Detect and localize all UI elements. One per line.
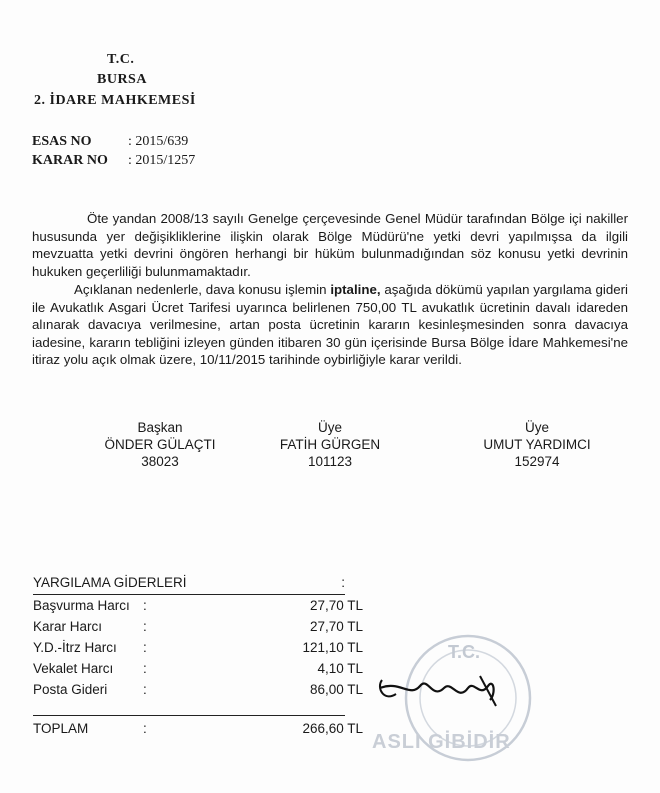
signature-member-1 xyxy=(250,419,410,470)
expense-amount: 27,70 TL xyxy=(309,598,363,613)
signature-member-2 xyxy=(462,419,612,470)
expense-row xyxy=(33,661,363,681)
expense-label: Posta Gideri xyxy=(33,682,108,697)
expense-colon: : xyxy=(143,682,147,697)
total-colon: : xyxy=(143,721,147,736)
expense-amount: 27,70 TL xyxy=(309,619,363,634)
stamp-top-text: T.C. xyxy=(448,642,481,662)
expense-colon: : xyxy=(143,661,147,676)
esas-value: : 2015/639 xyxy=(128,134,189,149)
signature-number: 152974 xyxy=(514,454,560,469)
expenses-title-colon: : xyxy=(341,575,345,590)
total-amount: 266,60 TL xyxy=(302,721,363,736)
expense-row xyxy=(33,640,363,660)
karar-no xyxy=(32,153,195,169)
signature-role: Üye xyxy=(524,420,549,435)
expense-row xyxy=(33,598,363,618)
expenses-title: YARGILAMA GİDERLERİ xyxy=(33,575,187,590)
expense-colon: : xyxy=(143,598,147,613)
signature-name: FATİH GÜRGEN xyxy=(279,437,381,452)
signature-number: 38023 xyxy=(141,454,179,469)
expenses-title-row xyxy=(33,575,363,595)
expenses-total-rule xyxy=(33,715,345,716)
signature-name: ÖNDER GÜLAÇTI xyxy=(104,437,216,452)
expense-label: Y.D.-İtrz Harcı xyxy=(33,640,117,655)
paragraph-2 xyxy=(32,281,628,369)
expense-colon: : xyxy=(143,640,147,655)
expense-label: Başvurma Harcı xyxy=(33,598,130,613)
body-paragraphs xyxy=(32,210,628,369)
paragraph-1: Öte yandan 2008/13 sayılı Genelge çerçevesinde Genel Müdür tarafından Bölge içi nakiller hususunda yer değişikliklerine ilişkin olarak Bölge Müdürü'ne yetki devri yapılmışsa da ilgili mevzuatta yetki devrini öngören herhangi bir hüküm bulunmadığından söz konusu yetki devrinin hukuken geçerliliği bulunmamaktadır. xyxy=(32,211,628,279)
expense-colon: : xyxy=(143,619,147,634)
header-court: 2. İDARE MAHKEMESİ xyxy=(34,93,196,108)
total-label: TOPLAM xyxy=(33,721,89,736)
signature-name: UMUT YARDIMCI xyxy=(483,437,591,452)
header-tc: T.C. xyxy=(107,52,135,67)
expenses-title-underline xyxy=(33,594,345,595)
expense-label: Karar Harcı xyxy=(33,619,103,634)
karar-label: KARAR NO xyxy=(32,153,108,168)
header-city: BURSA xyxy=(97,72,147,87)
stamp-bottom-text: ASLI GİBİDİR xyxy=(372,731,511,753)
expenses-total-row xyxy=(33,721,363,741)
expense-label: Vekalet Harcı xyxy=(33,661,114,676)
paragraph-2-end: aşağıda dökümü yapılan yargılama gideri ile Avukatlık Asgari Ücret Tarifesi uyarınca belirlenen 750,00 TL avukatlık ücretinin davalı idareden alınarak davacıya verilmesine, artan posta ücretinin kararın kesinleşmesinden sonra davacıya iadesine, kararın tebliğini izleyen günden itibaren 30 gün içerisinde Bursa Bölge İdare Mahkemesi'ne itiraz yolu açık olmak üzere, 10/11/2015 tarihinde oybirliğiyle karar verildi. xyxy=(32,282,628,367)
expense-amount: 121,10 TL xyxy=(302,640,363,655)
signature-number: 101123 xyxy=(307,454,353,469)
karar-value: : 2015/1257 xyxy=(128,153,196,168)
expense-amount: 86,00 TL xyxy=(309,682,363,697)
paragraph-2-start: Açıklanan nedenlerle, dava konusu işlemin xyxy=(74,282,327,297)
signature-role: Başkan xyxy=(137,420,183,435)
paragraph-2-bold: iptaline, xyxy=(330,282,381,297)
expenses-table xyxy=(33,575,363,745)
esas-label: ESAS NO xyxy=(32,134,92,149)
official-stamp xyxy=(370,628,540,778)
signature-president xyxy=(80,419,240,470)
expense-amount: 4,10 TL xyxy=(317,661,363,676)
expense-row xyxy=(33,619,363,639)
esas-no xyxy=(32,134,188,150)
expense-row xyxy=(33,682,363,702)
signature-role: Üye xyxy=(317,420,342,435)
